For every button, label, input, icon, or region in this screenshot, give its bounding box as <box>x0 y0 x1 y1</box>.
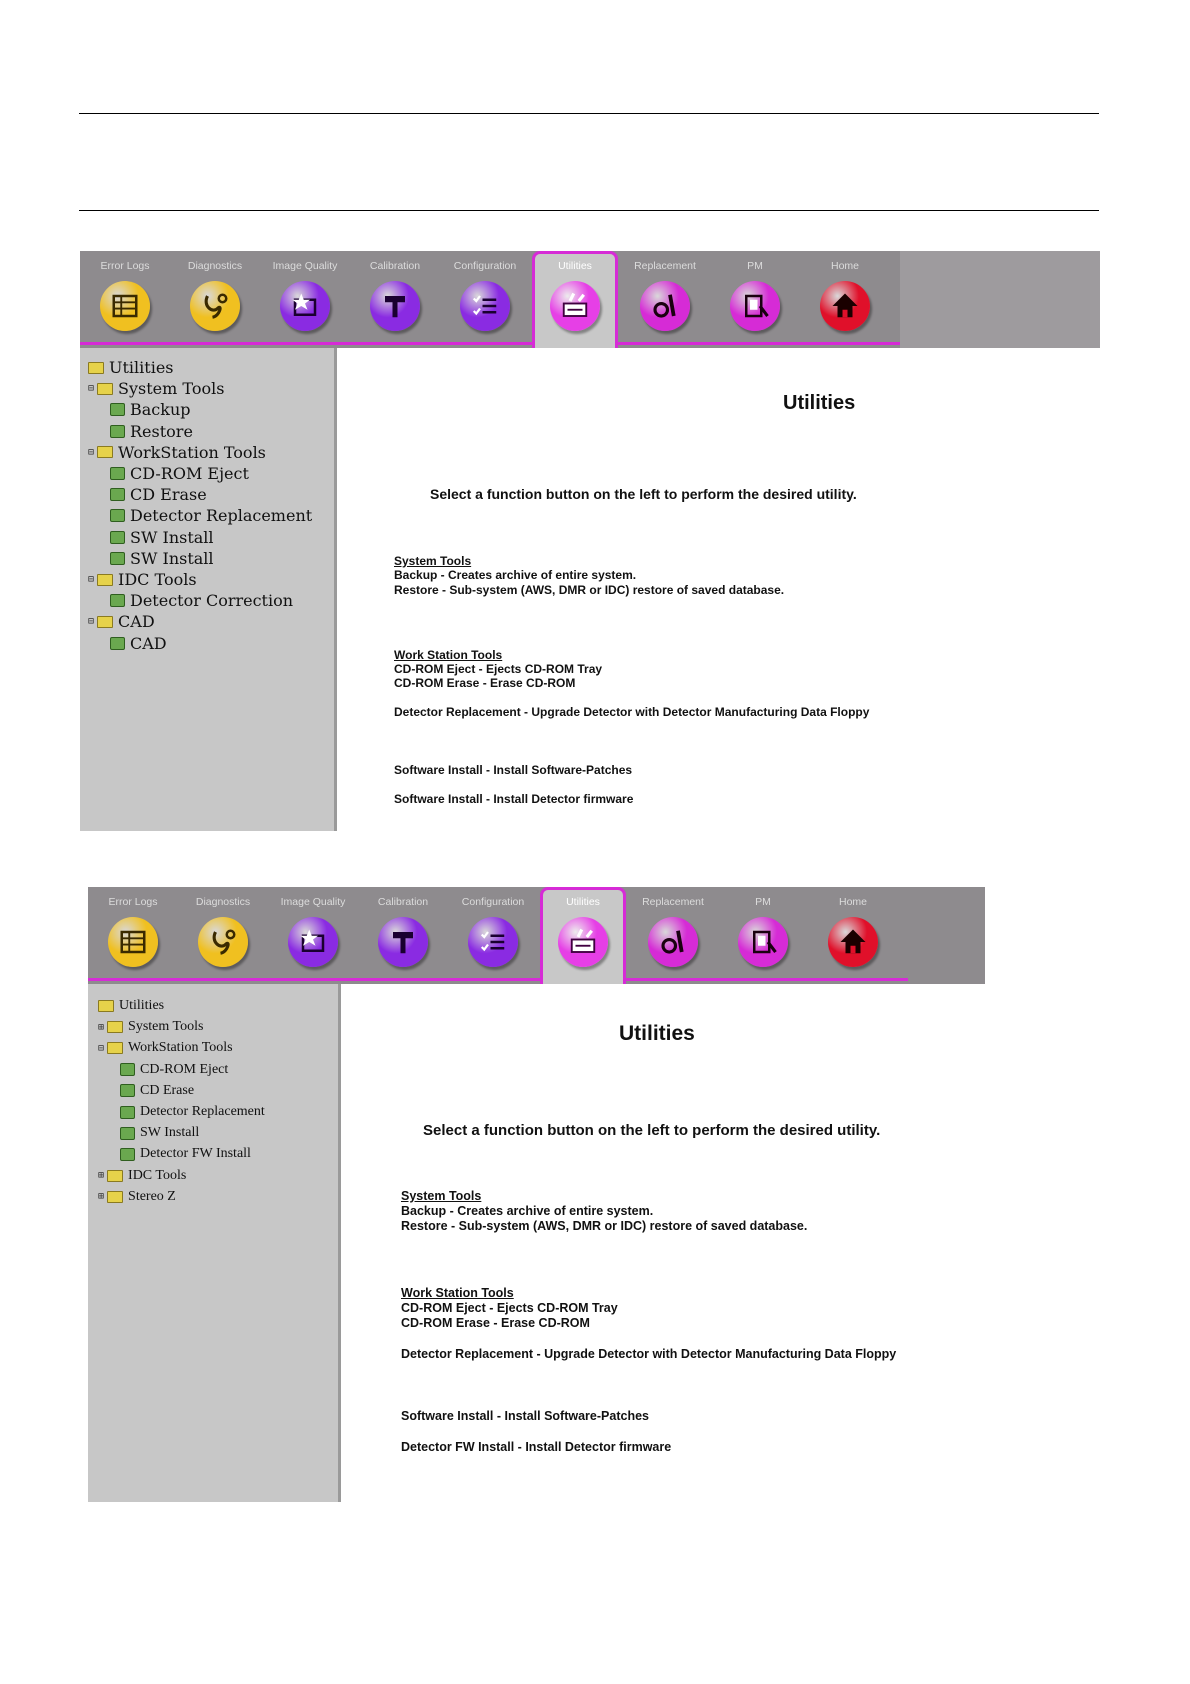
tab-calibration[interactable] <box>360 887 446 977</box>
restore-description: Restore - Sub-system (AWS, DMR or IDC) restore of saved database. <box>394 583 785 597</box>
tree-item[interactable] <box>120 1125 199 1141</box>
replacement-icon[interactable] <box>648 917 698 967</box>
tree-label: WorkStation Tools <box>118 442 266 462</box>
calibration-icon[interactable] <box>370 281 420 331</box>
tool-icon <box>120 1084 135 1097</box>
tab-error-logs[interactable] <box>82 251 168 341</box>
content-panel <box>341 984 985 1502</box>
utilities-icon[interactable] <box>550 281 600 331</box>
tree-expander-icon[interactable]: ⊟ <box>88 616 95 628</box>
error-logs-icon[interactable] <box>108 917 158 967</box>
tree-item[interactable] <box>120 1104 265 1120</box>
tree-item[interactable] <box>120 1083 194 1099</box>
tree-folder[interactable] <box>88 358 174 377</box>
tree-folder[interactable] <box>98 1019 203 1035</box>
tree-label: WorkStation Tools <box>128 1040 233 1056</box>
configuration-icon[interactable] <box>460 281 510 331</box>
tree-label: CD Erase <box>130 485 207 505</box>
folder-icon <box>88 362 104 374</box>
tree-label: CAD <box>118 612 155 632</box>
tree-folder[interactable] <box>98 1168 186 1184</box>
toolbar-filler <box>900 251 1100 348</box>
tab-utilities[interactable] <box>532 251 618 348</box>
tab-replacement[interactable] <box>622 251 708 341</box>
firmware-description: Detector FW Install - Install Detector firmware <box>401 1440 672 1454</box>
image-quality-icon[interactable] <box>280 281 330 331</box>
tab-home[interactable] <box>810 887 896 977</box>
tree-item[interactable] <box>120 1146 251 1162</box>
cdrom-eject-description: CD-ROM Eject - Ejects CD-ROM Tray <box>401 1301 618 1315</box>
image-quality-icon[interactable] <box>288 917 338 967</box>
diagnostics-icon[interactable] <box>190 281 240 331</box>
software-install-description: Software Install - Install Software-Patches <box>401 1409 649 1423</box>
tree-folder[interactable] <box>88 379 224 398</box>
tree-label: Restore <box>130 421 193 441</box>
tool-icon <box>120 1148 135 1161</box>
utilities-screenshot-2 <box>88 887 985 1502</box>
tree-label: System Tools <box>118 379 225 399</box>
tab-label: Utilities <box>558 260 592 272</box>
tree-folder[interactable] <box>88 612 155 631</box>
toolbar <box>88 887 985 984</box>
tool-icon <box>110 425 125 438</box>
tree-expander-icon[interactable]: ⊞ <box>98 1021 105 1033</box>
tab-label: Replacement <box>642 896 704 908</box>
tree-expander-icon[interactable]: ⊞ <box>98 1191 105 1203</box>
workstation-tools-heading: Work Station Tools <box>401 1286 514 1300</box>
tree-item[interactable] <box>110 634 167 653</box>
tab-label: PM <box>747 260 763 272</box>
content-panel <box>337 348 1100 831</box>
tab-label: Configuration <box>453 260 517 272</box>
tab-label: Diagnostics <box>195 896 251 908</box>
tab-label: PM <box>755 896 771 908</box>
folder-icon <box>98 1000 114 1012</box>
page-title: Utilities <box>783 392 856 414</box>
error-logs-icon[interactable] <box>100 281 150 331</box>
tab-label: Calibration <box>377 896 429 908</box>
workstation-tools-heading: Work Station Tools <box>394 648 503 662</box>
cdrom-erase-description: CD-ROM Erase - Erase CD-ROM <box>401 1316 590 1330</box>
tree-label: CD Erase <box>140 1082 195 1098</box>
utilities-icon[interactable] <box>558 917 608 967</box>
tree-label: CAD <box>130 633 167 653</box>
tool-icon <box>110 403 125 416</box>
folder-icon <box>97 446 113 458</box>
tab-underline <box>88 978 541 981</box>
tab-pm[interactable] <box>720 887 806 977</box>
tree-folder[interactable] <box>88 443 266 462</box>
software-install-description: Software Install - Install Software-Patches <box>394 763 633 777</box>
tab-label: Error Logs <box>100 260 150 272</box>
tab-home[interactable] <box>802 251 888 341</box>
tool-icon <box>120 1106 135 1119</box>
folder-icon <box>107 1042 123 1054</box>
tab-error-logs[interactable] <box>90 887 176 977</box>
tab-label: Image Quality <box>272 260 338 272</box>
tab-pm[interactable] <box>712 251 798 341</box>
tree-expander-icon[interactable]: ⊞ <box>98 1170 105 1182</box>
tab-label: Home <box>830 260 859 272</box>
backup-description: Backup - Creates archive of entire system. <box>394 568 637 582</box>
tab-underline <box>618 342 900 345</box>
tree-label: SW Install <box>130 548 214 568</box>
tree-item[interactable] <box>110 422 193 441</box>
folder-icon <box>97 383 113 395</box>
tool-icon <box>120 1127 135 1140</box>
tree-label: CD-ROM Eject <box>130 464 249 483</box>
tree-label: IDC Tools <box>118 570 197 589</box>
pm-icon[interactable] <box>730 281 780 331</box>
tab-label: Home <box>838 896 867 908</box>
configuration-icon[interactable] <box>468 917 518 967</box>
cdrom-erase-description: CD-ROM Erase - Erase CD-ROM <box>394 676 576 690</box>
navigation-tree <box>88 984 341 1502</box>
utilities-screenshot-1 <box>80 251 1100 831</box>
tree-label: SW Install <box>140 1125 200 1141</box>
tree-label: System Tools <box>128 1019 204 1035</box>
cdrom-eject-description: CD-ROM Eject - Ejects CD-ROM Tray <box>394 662 603 676</box>
tool-icon <box>110 594 125 607</box>
tree-label: Detector FW Install <box>140 1146 251 1162</box>
tab-calibration[interactable] <box>352 251 438 341</box>
tab-image-quality[interactable] <box>270 887 356 977</box>
tool-icon <box>120 1063 135 1076</box>
toolbar <box>80 251 1100 348</box>
folder-icon <box>107 1021 123 1033</box>
firmware-description: Software Install - Install Detector firmware <box>394 792 634 806</box>
tree-label: SW Install <box>130 527 214 547</box>
replacement-icon[interactable] <box>640 281 690 331</box>
tree-folder[interactable] <box>98 1040 233 1056</box>
detector-replacement-description: Detector Replacement - Upgrade Detector with Detector Manufacturing Data Floppy <box>401 1347 897 1361</box>
home-icon[interactable] <box>828 917 878 967</box>
tool-icon <box>110 488 125 501</box>
tab-replacement[interactable] <box>630 887 716 977</box>
top-rule <box>79 113 1099 114</box>
navigation-tree <box>80 348 337 831</box>
tree-label: Backup <box>130 400 191 420</box>
tool-icon <box>110 467 125 480</box>
tab-label: Utilities <box>566 896 600 908</box>
tree-item[interactable] <box>110 549 214 568</box>
tab-underline <box>80 342 533 345</box>
tree-label: Detector Replacement <box>130 506 313 526</box>
pm-icon[interactable] <box>738 917 788 967</box>
tree-item[interactable] <box>110 528 214 547</box>
tree-label: Utilities <box>109 358 174 377</box>
tree-item[interactable] <box>110 506 312 525</box>
tree-item[interactable] <box>120 1062 228 1078</box>
tree-expander-icon[interactable]: ⊟ <box>88 574 95 585</box>
home-icon[interactable] <box>820 281 870 331</box>
tab-label: Configuration <box>461 896 525 908</box>
tool-icon <box>110 509 125 522</box>
tab-image-quality[interactable] <box>262 251 348 341</box>
tree-label: CD-ROM Eject <box>140 1061 229 1077</box>
tool-icon <box>110 531 125 544</box>
tree-label: IDC Tools <box>128 1167 187 1183</box>
tab-label: Image Quality <box>280 896 346 908</box>
tab-configuration[interactable] <box>442 251 528 341</box>
tree-expander-icon[interactable]: ⊟ <box>88 446 95 458</box>
tab-utilities[interactable] <box>540 887 626 984</box>
instruction-text: Select a function button on the left to perform the desired utility. <box>430 486 857 502</box>
tree-label: Stereo Z <box>128 1188 176 1204</box>
system-tools-heading: System Tools <box>394 554 472 568</box>
tree-folder[interactable] <box>98 1189 176 1205</box>
folder-icon <box>97 574 113 586</box>
tab-label: Error Logs <box>108 896 158 908</box>
system-tools-heading: System Tools <box>401 1189 482 1203</box>
tab-label: Diagnostics <box>187 260 243 272</box>
tab-underline <box>626 978 908 981</box>
tree-label: Detector Correction <box>130 591 294 611</box>
tool-icon <box>110 552 125 565</box>
tab-label: Replacement <box>634 260 696 272</box>
detector-replacement-description: Detector Replacement - Upgrade Detector with Detector Manufacturing Data Floppy <box>394 705 870 719</box>
tab-diagnostics[interactable] <box>180 887 266 977</box>
tree-label: Detector Replacement <box>140 1104 265 1119</box>
tree-item[interactable] <box>110 464 249 483</box>
tree-folder[interactable] <box>88 570 197 589</box>
tree-expander-icon[interactable]: ⊟ <box>88 383 95 395</box>
tool-icon <box>110 637 125 650</box>
tree-label: Utilities <box>119 998 165 1013</box>
tree-item[interactable] <box>110 485 207 504</box>
tree-folder[interactable] <box>98 998 164 1014</box>
tab-configuration[interactable] <box>450 887 536 977</box>
restore-description: Restore - Sub-system (AWS, DMR or IDC) restore of saved database. <box>401 1219 808 1233</box>
tree-item[interactable] <box>110 400 191 419</box>
header-rule <box>79 210 1099 211</box>
diagnostics-icon[interactable] <box>198 917 248 967</box>
folder-icon <box>107 1191 123 1203</box>
tab-label: Calibration <box>369 260 421 272</box>
page-title: Utilities <box>619 1022 695 1045</box>
tree-expander-icon[interactable]: ⊟ <box>98 1042 105 1054</box>
calibration-icon[interactable] <box>378 917 428 967</box>
folder-icon <box>97 616 113 628</box>
folder-icon <box>107 1170 123 1182</box>
backup-description: Backup - Creates archive of entire system. <box>401 1204 654 1218</box>
instruction-text: Select a function button on the left to perform the desired utility. <box>423 1122 881 1139</box>
tree-item[interactable] <box>110 591 293 610</box>
tab-diagnostics[interactable] <box>172 251 258 341</box>
